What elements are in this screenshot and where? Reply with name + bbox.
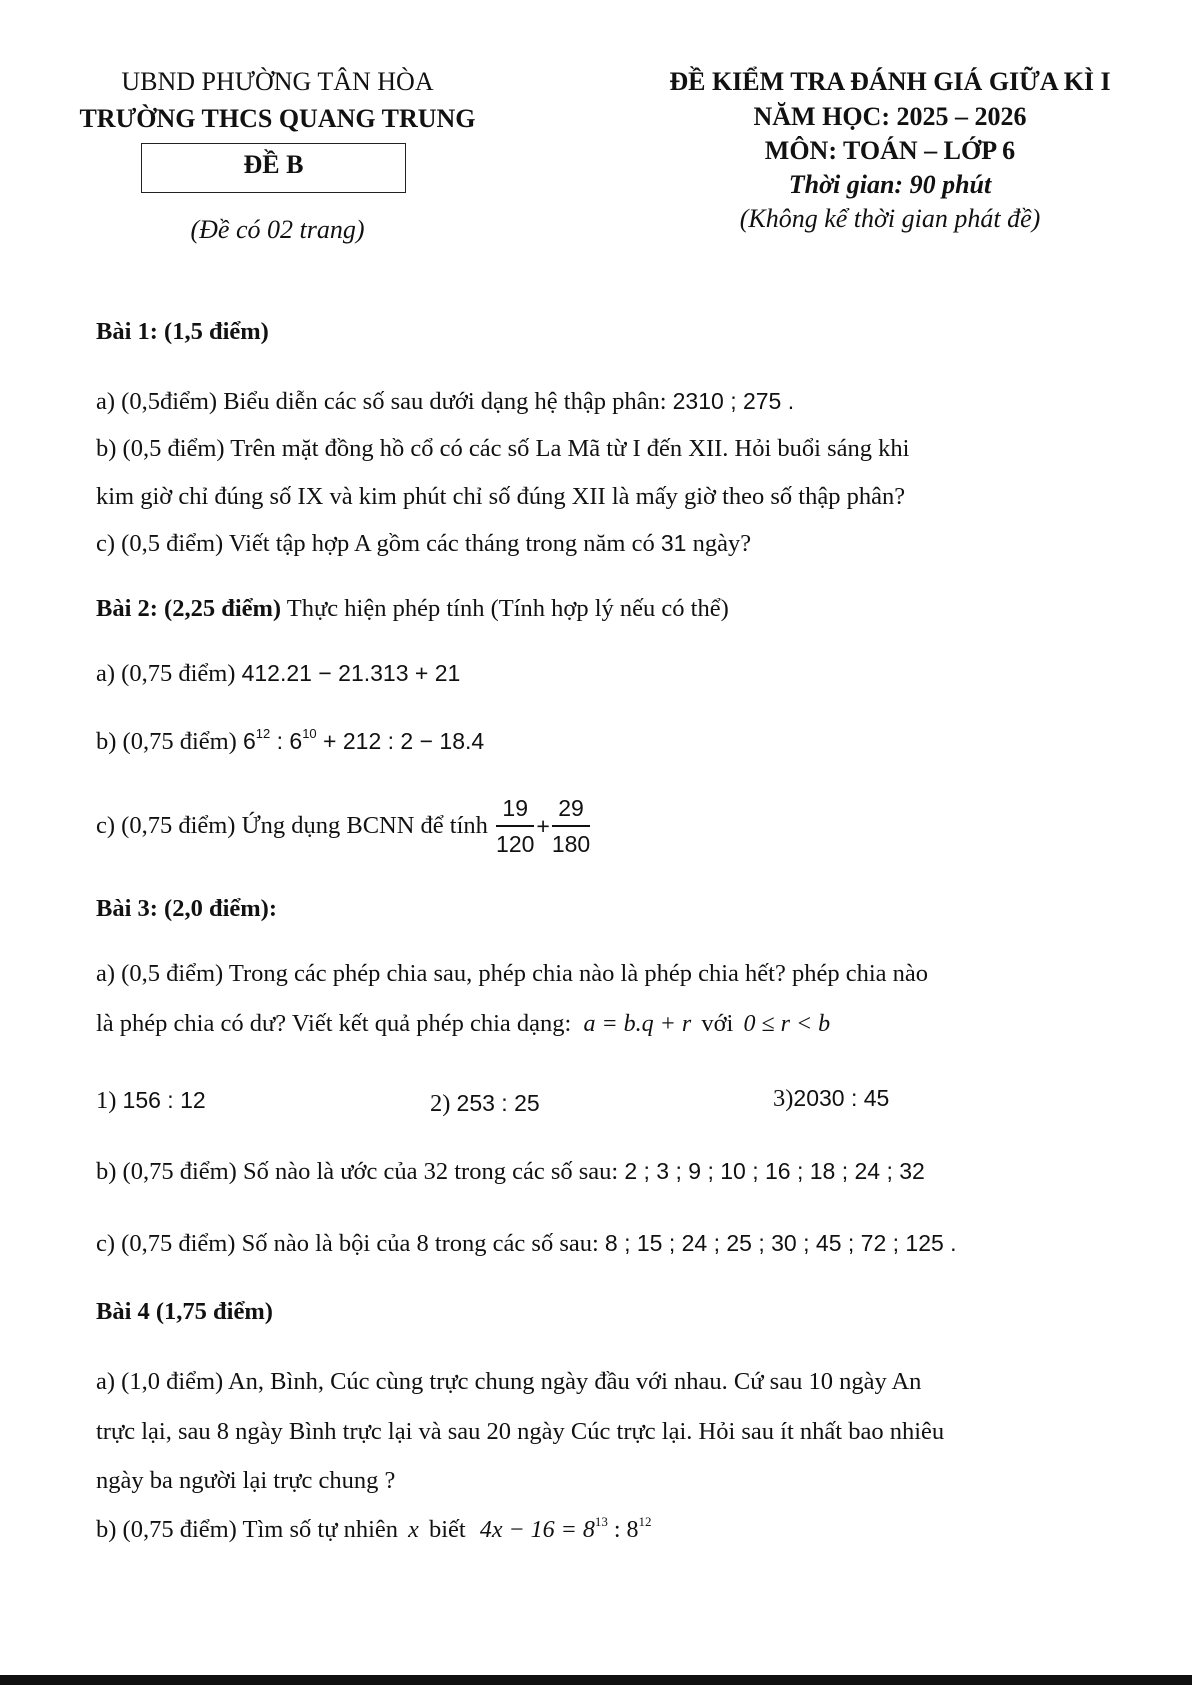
bai4-b-exp1: 13 bbox=[594, 1514, 608, 1529]
bai2-b-exp1: 12 bbox=[255, 726, 271, 741]
fraction-2-numerator: 29 bbox=[552, 793, 590, 827]
fraction-19-120 bbox=[496, 793, 534, 859]
duration: Thời gian: 90 phút bbox=[788, 170, 992, 199]
bai3-c-label: c) (0,75 điểm) Số nào là bội của 8 trong các số sau: bbox=[96, 1230, 599, 1257]
bai2-b bbox=[96, 728, 484, 756]
bai4-a-line3: ngày ba người lại trực chung ? bbox=[96, 1467, 396, 1494]
bai3-a-line2-text: là phép chia có dư? Viết kết quả phép chia dạng: bbox=[96, 1010, 572, 1037]
fraction-2-denominator: 180 bbox=[551, 831, 591, 857]
bai2-title-line bbox=[96, 595, 729, 623]
bai1-c-before: c) (0,5 điểm) Viết tập hợp A gồm các tháng trong năm có bbox=[96, 530, 655, 557]
bai2-a-math: 412.21 − 21.313 + 21 bbox=[241, 660, 461, 686]
school-year: NĂM HỌC: 2025 – 2026 bbox=[753, 102, 1027, 131]
division-1-label: 1) bbox=[96, 1087, 117, 1114]
bai1-a bbox=[96, 388, 794, 416]
bai1-c-num: 31 bbox=[660, 530, 687, 556]
division-3-label: 3) bbox=[773, 1085, 794, 1112]
bai4-b bbox=[96, 1516, 652, 1544]
bai4-title: Bài 4 (1,75 điểm) bbox=[96, 1298, 273, 1325]
bai1-a-math: 2310 ; 275 . bbox=[672, 388, 795, 414]
division-formula: a = b.q + r bbox=[583, 1011, 692, 1037]
bai4-b-var: x bbox=[408, 1517, 419, 1543]
school-name: TRƯỜNG THCS QUANG TRUNG bbox=[79, 104, 476, 133]
bai4-a-line1: a) (1,0 điểm) An, Bình, Cúc cùng trực chung ngày đầu với nhau. Cứ sau 10 ngày An bbox=[96, 1368, 922, 1395]
division-1 bbox=[96, 1087, 206, 1115]
bai2-c bbox=[96, 793, 592, 859]
pages-note: (Đề có 02 trang) bbox=[190, 215, 365, 244]
bai3-b bbox=[96, 1158, 925, 1186]
division-3 bbox=[773, 1085, 889, 1113]
bai3-c-list: 8 ; 15 ; 24 ; 25 ; 30 ; 45 ; 72 ; 125 . bbox=[604, 1230, 957, 1256]
bai4-a-line2: trực lại, sau 8 ngày Bình trực lại và sau 20 ngày Cúc trực lại. Hỏi sau ít nhất bao nhiêu bbox=[96, 1418, 945, 1445]
bai2-c-label: c) (0,75 điểm) Ứng dụng BCNN để tính bbox=[96, 812, 488, 839]
bai2-title: Bài 2: (2,25 điểm) bbox=[96, 595, 282, 622]
division-2-expr: 253 : 25 bbox=[456, 1090, 540, 1116]
bai4-b-exp2: 12 bbox=[638, 1514, 652, 1529]
division-1-expr: 156 : 12 bbox=[122, 1087, 206, 1113]
division-2-label: 2) bbox=[430, 1090, 451, 1117]
bai2-a bbox=[96, 660, 460, 688]
bai3-a-with: với bbox=[701, 1010, 734, 1037]
division-2 bbox=[430, 1090, 540, 1118]
bai1-a-label: a) (0,5điểm) Biểu diễn các số sau dưới dạng hệ thập phân: bbox=[96, 388, 667, 415]
division-3-expr: 2030 : 45 bbox=[793, 1085, 890, 1111]
remainder-condition: 0 ≤ r < b bbox=[743, 1011, 831, 1037]
exam-code: ĐỀ B bbox=[243, 150, 304, 179]
bai1-c bbox=[96, 530, 751, 558]
plus-sign: + bbox=[536, 812, 550, 839]
bai4-b-biet: biết bbox=[428, 1516, 466, 1543]
bai3-a-line1: a) (0,5 điểm) Trong các phép chia sau, phép chia nào là phép chia hết? phép chia nào bbox=[96, 960, 929, 987]
fraction-29-180 bbox=[552, 793, 590, 859]
bai3-c bbox=[96, 1230, 957, 1258]
fraction-1-numerator: 19 bbox=[496, 793, 534, 827]
bai2-b-rest: + 212 : 2 − 18.4 bbox=[316, 728, 485, 754]
bai2-b-base1: 6 bbox=[242, 728, 256, 754]
bai2-b-mid: : 6 bbox=[270, 728, 303, 754]
bai1-b-line1: b) (0,5 điểm) Trên mặt đồng hồ cổ có các số La Mã từ I đến XII. Hỏi buổi sáng khi bbox=[96, 435, 910, 462]
subject: MÔN: TOÁN – LỚP 6 bbox=[764, 136, 1016, 165]
exam-title: ĐỀ KIỂM TRA ĐÁNH GIÁ GIỮA KÌ I bbox=[669, 67, 1111, 96]
bai2-b-exp2: 10 bbox=[302, 726, 317, 741]
duration-note: (Không kể thời gian phát đề) bbox=[739, 204, 1041, 233]
bai2-title-rest: Thực hiện phép tính (Tính hợp lý nếu có thể) bbox=[286, 595, 729, 622]
bai3-a-line2 bbox=[96, 1010, 830, 1038]
bai2-a-label: a) (0,75 điểm) bbox=[96, 660, 236, 687]
bai4-b-label: b) (0,75 điểm) Tìm số tự nhiên bbox=[96, 1516, 399, 1543]
bai1-c-after: ngày? bbox=[692, 530, 752, 557]
bai4-b-lhs: 4x − 16 = 8 bbox=[479, 1517, 595, 1543]
bai1-title: Bài 1: (1,5 điểm) bbox=[96, 318, 269, 345]
bai2-b-label: b) (0,75 điểm) bbox=[96, 728, 237, 755]
bai4-b-mid: : 8 bbox=[607, 1517, 639, 1543]
bai4-b-equation bbox=[479, 1514, 652, 1543]
bai1-b-line2: kim giờ chỉ đúng số IX và kim phút chỉ số đúng XII là mấy giờ theo số thập phân? bbox=[96, 483, 906, 510]
fraction-1-denominator: 120 bbox=[496, 831, 535, 857]
bai2-b-math bbox=[243, 728, 484, 754]
authority-name: UBND PHƯỜNG TÂN HÒA bbox=[121, 67, 434, 96]
bai3-b-label: b) (0,75 điểm) Số nào là ước của 32 trong các số sau: bbox=[96, 1158, 619, 1185]
page-bottom-edge bbox=[0, 1675, 1192, 1685]
bai3-title: Bài 3: (2,0 điểm): bbox=[96, 895, 277, 922]
bai3-b-list: 2 ; 3 ; 9 ; 10 ; 16 ; 18 ; 24 ; 32 bbox=[624, 1158, 925, 1184]
